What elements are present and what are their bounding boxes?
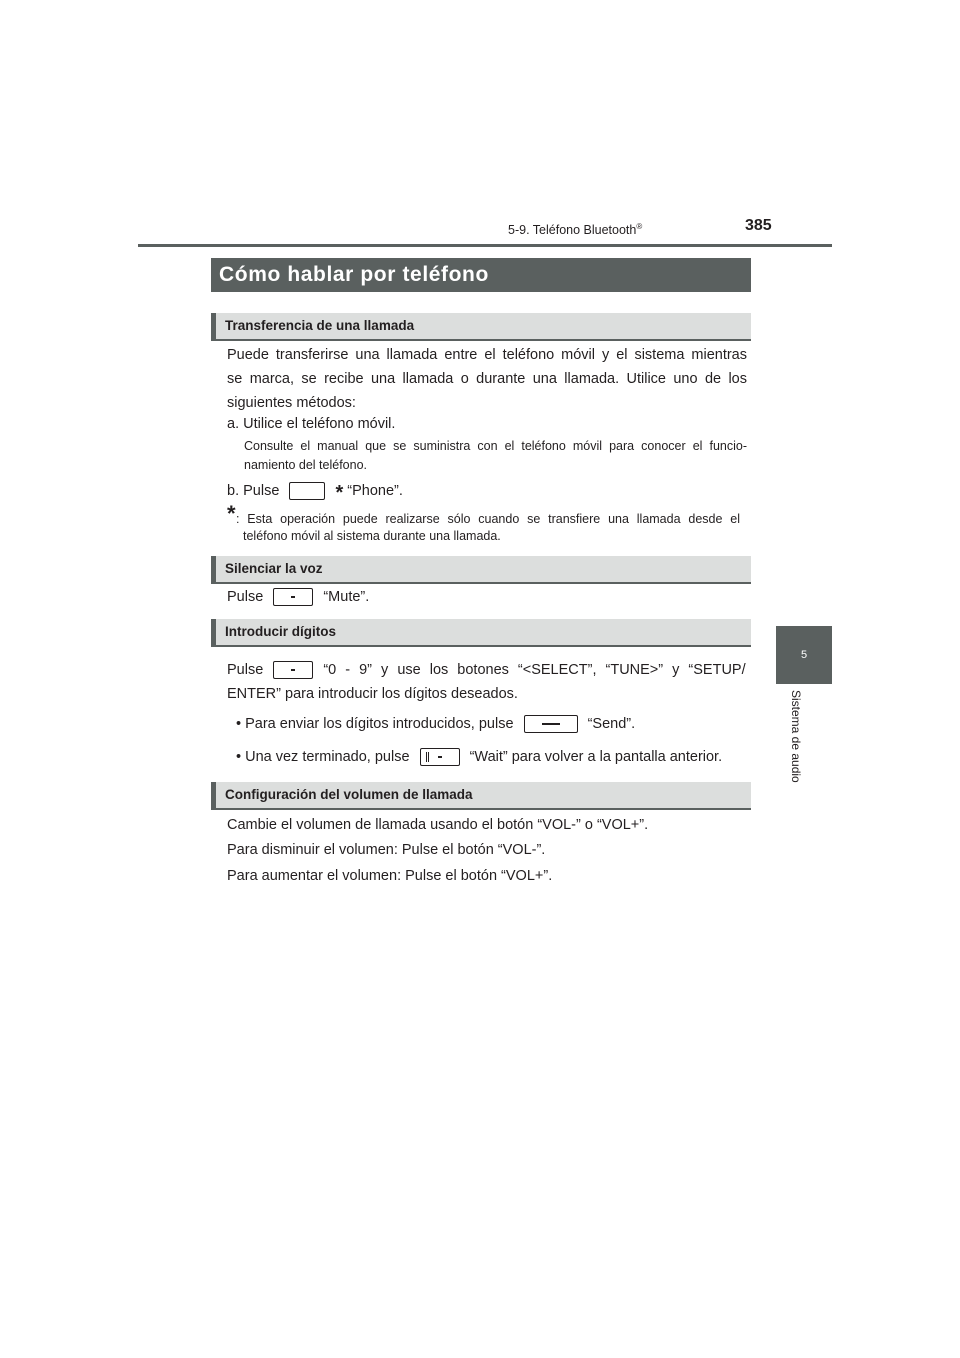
digits-suffix: “0 - 9” y use los botones “<SELECT”, “TUNE>” y “SETUP/	[323, 662, 746, 678]
item-a-detail	[244, 437, 747, 475]
transfer-intro-line: Puede transferirse una llamada entre el teléfono móvil y el sistema mientras	[227, 347, 747, 363]
heading-text: Transferencia de una llamada	[225, 318, 415, 333]
heading-bar	[211, 619, 216, 645]
transfer-intro-line: siguientes métodos:	[227, 395, 356, 411]
page-title: Cómo hablar por teléfono	[211, 258, 751, 292]
transfer-intro	[227, 343, 747, 415]
transfer-intro-line: se marca, se recibe una llamada o durante una llamada. Utilice uno de los	[227, 371, 747, 387]
chapter-label	[789, 690, 803, 800]
wait-button-icon	[420, 748, 460, 766]
bullet-wait-prefix: • Una vez terminado, pulse	[236, 749, 410, 765]
section-breadcrumb	[508, 222, 642, 237]
mute-instruction	[227, 586, 369, 608]
heading-bar	[211, 782, 216, 808]
bullet-send	[236, 713, 635, 735]
section-heading-transfer	[211, 313, 751, 341]
item-b-suffix: “Phone”.	[347, 483, 403, 499]
asterisk: *	[335, 482, 344, 504]
section-heading-mute	[211, 556, 751, 584]
footnote-line: teléfono móvil al sistema durante una llamada.	[243, 529, 501, 543]
bullet-send-suffix: “Send”.	[587, 716, 636, 732]
phone-button-icon	[289, 482, 325, 500]
digits-instruction	[227, 659, 747, 681]
bullet-wait-suffix: “Wait” para volver a la pantalla anterior.	[469, 749, 723, 765]
volume-line: Cambie el volumen de llamada usando el botón “VOL-” o “VOL+”.	[227, 817, 649, 833]
mute-suffix: “Mute”.	[323, 589, 370, 605]
item-a-detail-line: Consulte el manual que se suministra con el teléfono móvil para conocer el funcio-	[244, 439, 747, 453]
bullet-send-prefix: • Para enviar los dígitos introducidos, pulse	[236, 716, 514, 732]
item-a-detail-line: namiento del teléfono.	[244, 458, 368, 472]
footnote-asterisk: *	[227, 501, 236, 526]
heading-text: Introducir dígitos	[225, 624, 336, 639]
chapter-label-text: Sistema de audio	[789, 690, 803, 783]
digits-prefix: Pulse	[227, 662, 264, 678]
heading-bar	[211, 556, 216, 582]
mute-button-icon	[273, 588, 313, 606]
section-heading-digits	[211, 619, 751, 647]
item-b-prefix: b. Pulse	[227, 483, 280, 499]
heading-text: Configuración del volumen de llamada	[225, 787, 473, 802]
registered-mark: ®	[636, 222, 643, 231]
item-b	[227, 480, 403, 504]
keypad-button-icon	[273, 661, 313, 679]
item-a: a. Utilice el teléfono móvil.	[227, 416, 396, 432]
chapter-tab: 5	[776, 626, 832, 684]
digits-instruction-cont: ENTER” para introducir los dígitos deseados.	[227, 686, 518, 702]
bullet-wait	[236, 746, 722, 768]
footnote-line: : Esta operación puede realizarse sólo cuando se transfiere una llamada desde el	[236, 512, 740, 526]
heading-bar	[211, 313, 216, 339]
mute-prefix: Pulse	[227, 589, 264, 605]
send-button-icon	[524, 715, 578, 733]
header-rule	[138, 244, 832, 247]
section-heading-volume	[211, 782, 751, 810]
volume-line: Para disminuir el volumen: Pulse el botón “VOL-”.	[227, 842, 546, 858]
volume-line: Para aumentar el volumen: Pulse el botón “VOL+”.	[227, 868, 553, 884]
section-label: 5-9. Teléfono Bluetooth	[508, 223, 637, 238]
page-number: 385	[745, 217, 772, 234]
heading-text: Silenciar la voz	[225, 561, 323, 576]
